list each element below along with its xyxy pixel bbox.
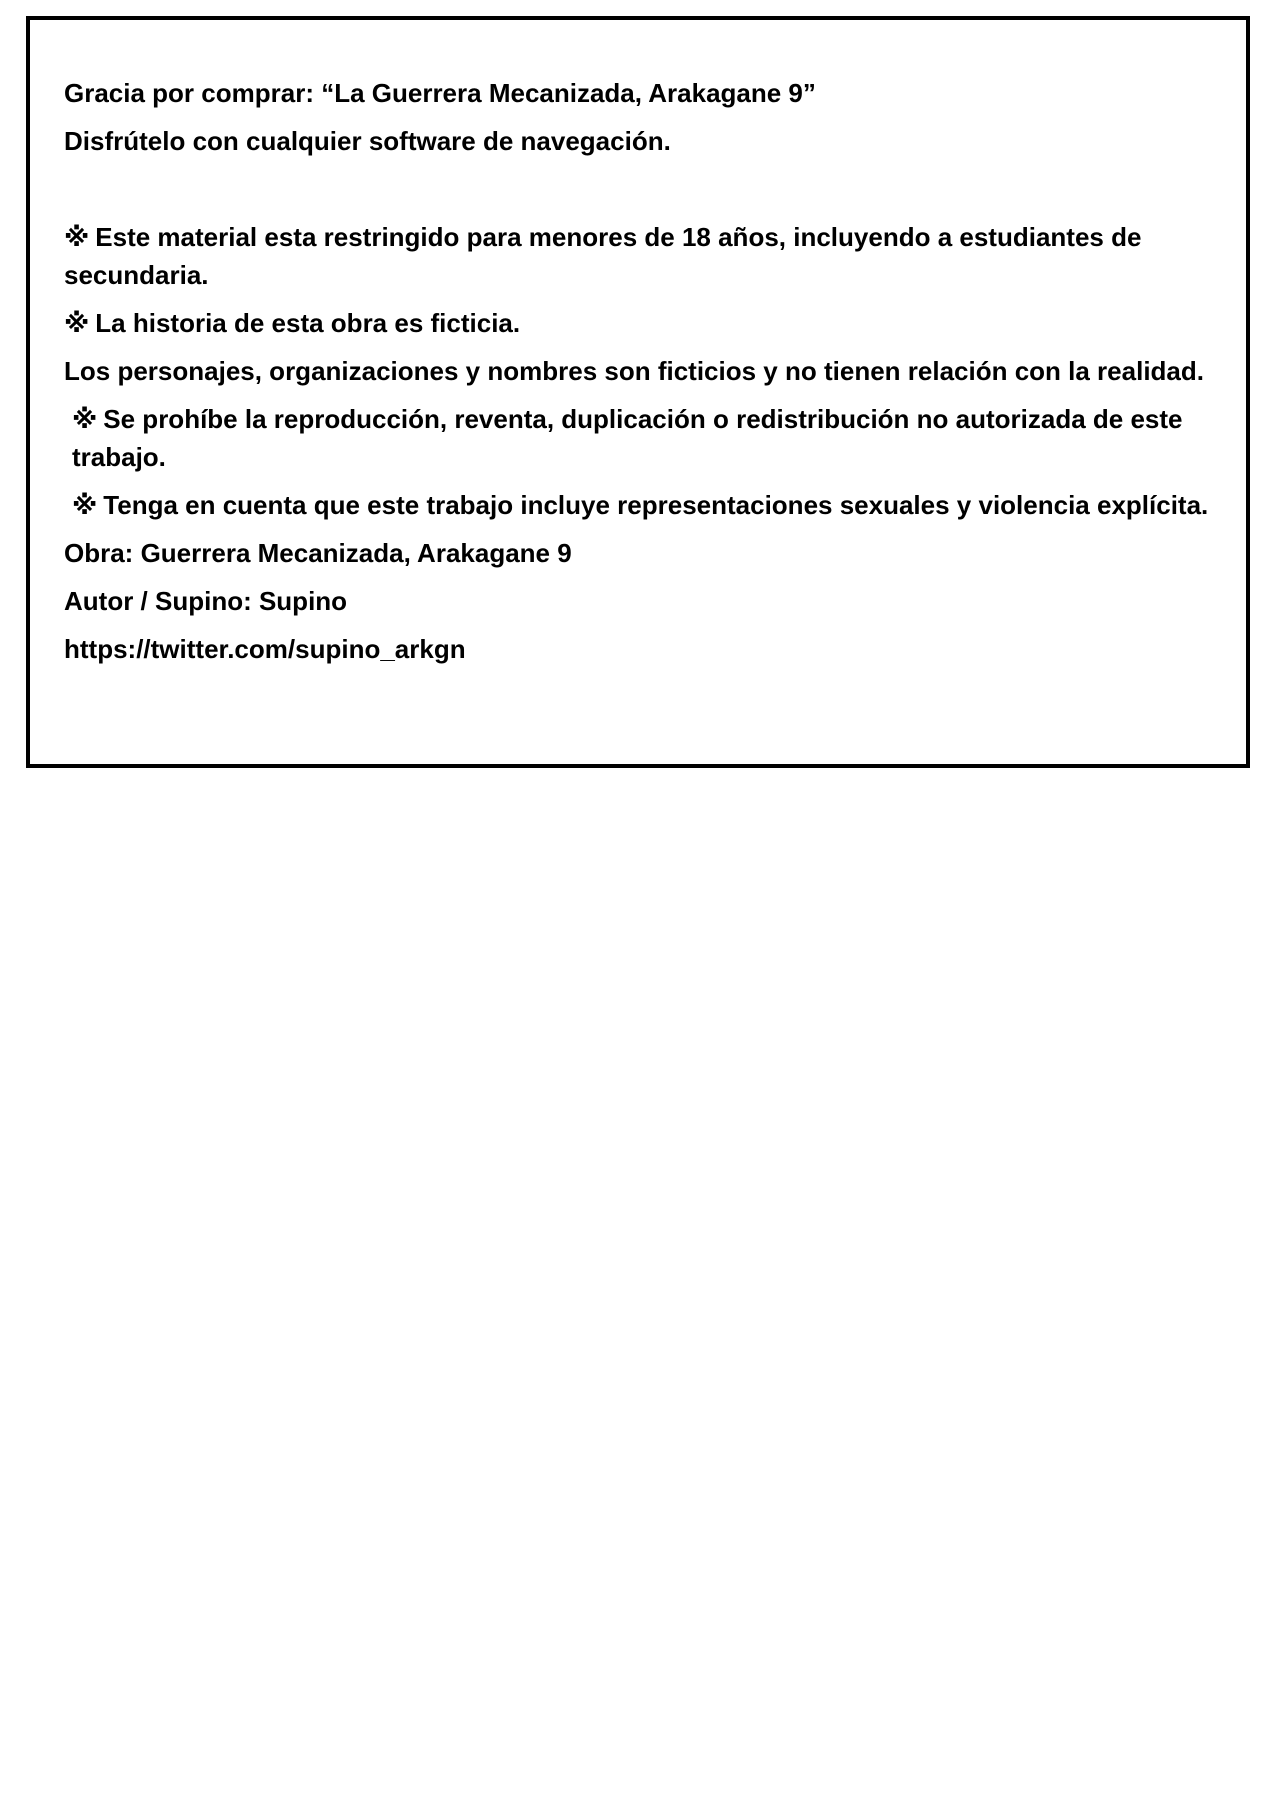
reference-mark-icon: ※ <box>64 222 90 252</box>
age-restriction-line <box>64 218 1214 294</box>
age-restriction-text: Este material esta restringido para menores de 18 años, incluyendo a estudiantes de secundaria. <box>64 222 1142 290</box>
characters-line <box>64 352 1214 390</box>
content-warning-text: Tenga en cuenta que este trabajo incluye representaciones sexuales y violencia explícita. <box>103 490 1209 520</box>
fiction-line <box>64 304 1214 342</box>
notice-box <box>26 16 1250 768</box>
work-credit: Obra: Guerrera Mecanizada, Arakagane 9 <box>64 538 572 568</box>
notice-content <box>64 74 1214 668</box>
reproduction-text: Se prohíbe la reproducción, reventa, duplicación o redistribución no autorizada de este trabajo. <box>72 404 1183 472</box>
reproduction-line <box>64 400 1214 476</box>
fiction-text: La historia de esta obra es ficticia. <box>95 308 521 338</box>
enjoy-line: Disfrútelo con cualquier software de navegación. <box>64 126 671 156</box>
thanks-line: Gracia por comprar: “La Guerrera Mecanizada, Arakagane 9” <box>64 78 816 108</box>
characters-text: Los personajes, organizaciones y nombres son ficticios y no tienen relación con la realidad. <box>64 356 1204 386</box>
reference-mark-icon: ※ <box>64 308 90 338</box>
author-credit: Autor / Supino: Supino <box>64 586 348 616</box>
twitter-link[interactable]: https://twitter.com/supino_arkgn <box>64 634 466 664</box>
content-warning-line <box>64 486 1214 524</box>
reference-mark-icon: ※ <box>72 490 98 520</box>
reference-mark-icon: ※ <box>72 404 98 434</box>
